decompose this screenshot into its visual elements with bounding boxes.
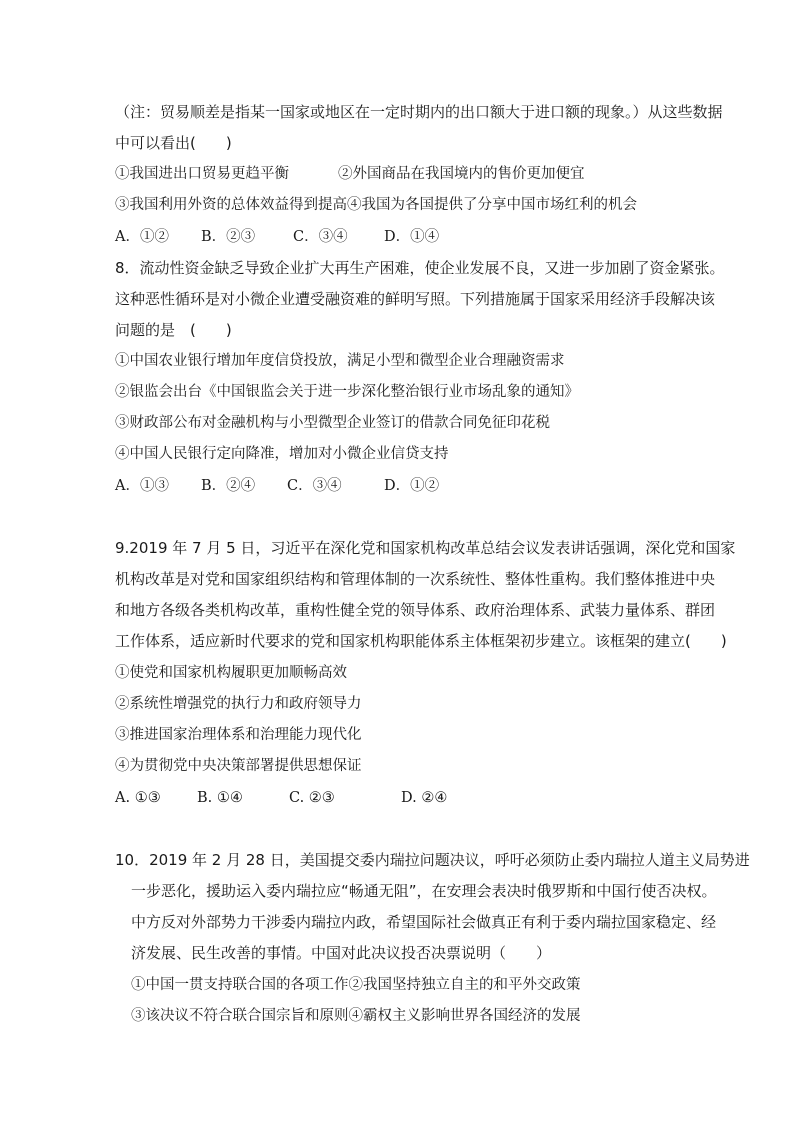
choice-b: B．②③ bbox=[201, 229, 256, 245]
q8-option-3: ③财政部公布对金融机构与小型微型企业签订的借款合同免征印花税 bbox=[115, 415, 550, 431]
q8-option-4: ④中国人民银行定向降准，增加对小微企业信贷支持 bbox=[115, 446, 449, 462]
q10-stem-line-3: 中方反对外部势力干涉委内瑞拉内政，希望国际社会做真正有利于委内瑞拉国家稳定、经 bbox=[131, 913, 717, 931]
q9-option-2: ②系统性增强党的执行力和政府领导力 bbox=[115, 696, 362, 712]
q8-option-2: ②银监会出台《中国银监会关于进一步深化整治银行业市场乱象的通知》 bbox=[115, 384, 579, 400]
q8-stem-line-1: 8．流动性资金缺乏导致企业扩大再生产困难，使企业发展不良，又进一步加剧了资金紧张。 bbox=[115, 259, 725, 277]
choice-b: B. ①④ bbox=[197, 790, 243, 806]
q10-stem-line-4: 济发展、民生改善的事情。中国对此决议投否决票说明（ ） bbox=[131, 944, 552, 962]
q8-choices bbox=[115, 476, 515, 496]
q9-stem-line-3: 和地方各级各类机构改革，重构性健全党的领导体系、政府治理体系、武装力量体系、群团 bbox=[115, 601, 716, 619]
q10-option-3-4: ③该决议不符合联合国宗旨和原则④霸权主义影响世界各国经济的发展 bbox=[131, 1008, 581, 1024]
q7-note-line-1: （注：贸易顺差是指某一国家或地区在一定时期内的出口额大于进口额的现象。）从这些数据 bbox=[115, 103, 723, 121]
choice-a: A．①② bbox=[115, 229, 169, 245]
q10-stem-line-2: 一步恶化，援助运入委内瑞拉应“畅通无阻”，在安理会表决时俄罗斯和中国行使否决权。 bbox=[131, 882, 717, 900]
choice-c: C．③④ bbox=[287, 478, 342, 494]
q9-stem-line-2: 机构改革是对党和国家组织结构和管理体制的一次系统性、整体性重构。我们整体推进中央 bbox=[115, 570, 716, 588]
q9-option-4: ④为贯彻党中央决策部署提供思想保证 bbox=[115, 758, 362, 774]
choice-d: D．①④ bbox=[384, 229, 440, 245]
q7-note-line-2: 中可以看出( ) bbox=[115, 134, 232, 152]
q9-stem-line-1: 9.2019 年 7 月 5 日，习近平在深化党和国家机构改革总结会议发表讲话强调，深化党和国家 bbox=[115, 539, 736, 557]
q9-option-1: ①使党和国家机构履职更加顺畅高效 bbox=[115, 665, 347, 681]
q8-stem-line-3: 问题的是 ( ) bbox=[115, 321, 232, 339]
q10-stem-line-1: 10．2019 年 2 月 28 日，美国提交委内瑞拉问题决议，呼吁必须防止委内瑞拉人道主义局势进 bbox=[115, 851, 750, 869]
q7-option-3-4: ③我国利用外资的总体效益得到提高④我国为各国提供了分享中国市场红利的机会 bbox=[115, 197, 637, 213]
choice-c: C. ②③ bbox=[289, 790, 335, 806]
choice-b: B．②④ bbox=[201, 478, 256, 494]
q9-stem-line-4: 工作体系，适应新时代要求的党和国家机构职能体系主体框架初步建立。该框架的建立( ) bbox=[115, 632, 727, 650]
q7-option-2: ②外国商品在我国境内的售价更加便宜 bbox=[338, 166, 585, 182]
q9-choices bbox=[115, 788, 515, 808]
choice-d: D. ②④ bbox=[401, 790, 448, 806]
choice-a: A. ①③ bbox=[115, 790, 161, 806]
q7-option-1: ①我国进出口贸易更趋平衡 bbox=[115, 166, 289, 182]
q8-stem-line-2: 这种恶性循环是对小微企业遭受融资难的鲜明写照。下列措施属于国家采用经济手段解决该 bbox=[115, 290, 716, 308]
q9-option-3: ③推进国家治理体系和治理能力现代化 bbox=[115, 727, 362, 743]
choice-d: D．①② bbox=[384, 478, 440, 494]
q10-option-1-2: ①中国一贯支持联合国的各项工作②我国坚持独立自主的和平外交政策 bbox=[131, 977, 581, 993]
q8-option-1: ①中国农业银行增加年度信贷投放，满足小型和微型企业合理融资需求 bbox=[115, 353, 565, 369]
choice-c: C．③④ bbox=[293, 229, 348, 245]
q7-choices bbox=[115, 227, 515, 247]
choice-a: A．①③ bbox=[115, 478, 169, 494]
